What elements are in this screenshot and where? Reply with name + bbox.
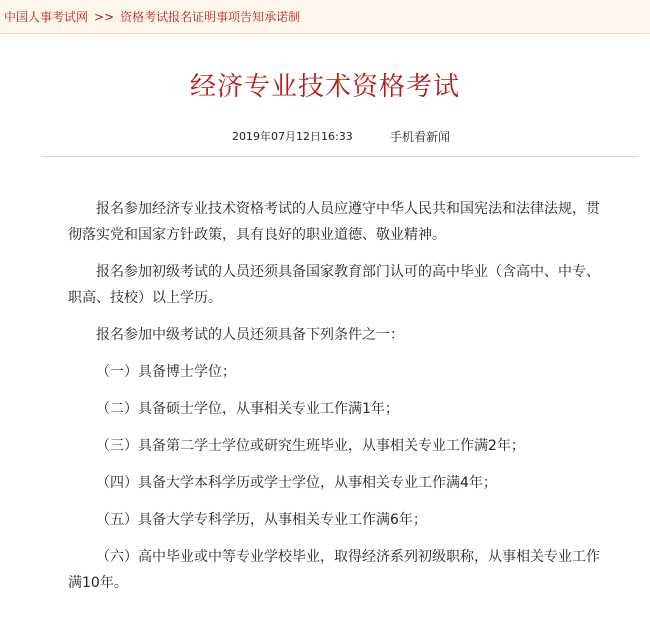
breadcrumb-current-link[interactable]: 资格考试报名证明事项告知承诺制 bbox=[120, 10, 301, 24]
article-paragraph: （一）具备博士学位； bbox=[96, 364, 236, 380]
article-paragraph: 报名参加经济专业技术资格考试的人员应遵守中华人民共和国宪法和法律法规，贯彻落实党和国家方针政策，具有良好的职业道德、敬业精神。 bbox=[68, 201, 600, 243]
breadcrumb-home-link[interactable]: 中国人事考试网 bbox=[4, 10, 89, 24]
article-paragraph: （二）具备硕士学位，从事相关专业工作满1年； bbox=[96, 401, 399, 417]
mobile-view-link[interactable]: 手机看新闻 bbox=[390, 130, 451, 144]
page-title: 经济专业技术资格考试 bbox=[189, 72, 460, 102]
article-paragraph: （三）具备第二学士学位或研究生班毕业，从事相关专业工作满2年； bbox=[96, 438, 525, 454]
article-paragraph: （六）高中毕业或中等专业学校毕业，取得经济系列初级职称，从事相关专业工作满10年。 bbox=[68, 549, 600, 591]
article-body bbox=[68, 196, 608, 607]
article-paragraph: 报名参加中级考试的人员还须具备下列条件之一： bbox=[96, 327, 404, 343]
article-paragraph: （四）具备大学本科学历或学士学位，从事相关专业工作满4年； bbox=[96, 475, 497, 491]
article-meta bbox=[0, 126, 650, 146]
article-paragraph: （五）具备大学专科学历，从事相关专业工作满6年； bbox=[96, 512, 427, 528]
title-divider bbox=[42, 156, 638, 157]
breadcrumb bbox=[0, 0, 650, 34]
breadcrumb-separator: >> bbox=[94, 9, 115, 24]
publish-date: 2019年07月12日16:33 bbox=[232, 130, 353, 143]
article-paragraph: 报名参加初级考试的人员还须具备国家教育部门认可的高中毕业（含高中、中专、职高、技校）以上学历。 bbox=[68, 264, 600, 306]
